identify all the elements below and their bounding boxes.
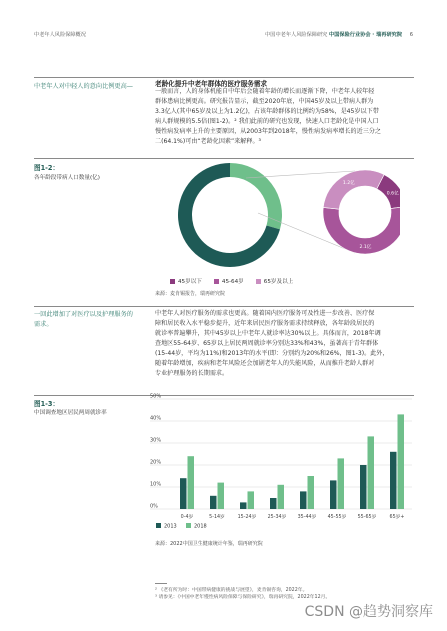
section-paragraph xyxy=(155,87,417,147)
figure-label: 图1-2： xyxy=(34,164,60,172)
legend-item: 65岁及以上 xyxy=(256,277,294,285)
y-tick-label: 0% xyxy=(150,503,158,510)
bar xyxy=(248,491,255,509)
y-tick-label: 20% xyxy=(150,459,162,466)
watermark: CSDN @趋势洞察库 xyxy=(304,604,433,620)
paragraph-line: 专业护理服务的长期需求。 xyxy=(155,370,229,377)
main-donut-labels xyxy=(198,197,231,238)
header-report-name: 中国中老年人风险保障研究 xyxy=(265,32,328,38)
bar-series xyxy=(180,414,404,509)
bar xyxy=(368,436,375,509)
x-tick-label: 25-34岁 xyxy=(267,515,287,520)
main-donut xyxy=(178,163,282,267)
donut-slice-label: 0.6亿 xyxy=(386,191,399,197)
paragraph-line: 3.3亿人(其中65岁及以上为1.2亿)，占该年龄群体的比例约为58%，是45岁以下带 xyxy=(155,108,379,115)
header-left: 中老年人风险保障概况 xyxy=(34,32,86,38)
bar-chart xyxy=(150,393,420,538)
figure-title: 各年龄段带病人口数量(亿) xyxy=(34,175,100,181)
sick-label: 带病人群 xyxy=(208,199,232,205)
section-title: 老龄化提升中老年群体的医疗服务需求 xyxy=(155,80,268,88)
paragraph-line: 二(64.1%)可由“老龄化因素”来解释。³ xyxy=(155,138,261,145)
x-tick-label: 65岁+ xyxy=(389,515,405,520)
healthy-label: 不带病人群 xyxy=(198,224,226,230)
donut-chart xyxy=(150,160,400,275)
side-note: 中老年人对中轻人的意向比例更高— xyxy=(34,83,133,90)
figure-legend xyxy=(170,277,293,285)
legend-swatch xyxy=(186,523,191,528)
legend-swatch xyxy=(156,523,161,528)
donut-slice-label: 2.1亿 xyxy=(359,244,372,250)
paragraph-line: 就诊率普遍攀升，其中45岁以上中老年人就诊率达30%以上。具体而言，2018年调 xyxy=(155,330,381,337)
bar xyxy=(188,456,195,509)
bar xyxy=(338,458,345,509)
bar xyxy=(210,496,217,509)
bar xyxy=(330,480,337,509)
legend-item: 45-64岁 xyxy=(214,277,244,285)
y-tick-label: 30% xyxy=(150,437,162,444)
x-axis-labels xyxy=(181,513,405,520)
legend-label: 2013 xyxy=(164,523,177,530)
paragraph-line: 一般而言，人的身体机能自中年后会随着年龄的增长而逐渐下降，中老年人较年轻 xyxy=(155,88,375,95)
footnote: ² 《老有所为时：中国带病健康的挑战与展望》，麦肯锡咨询，2022年。 xyxy=(155,588,308,593)
bar xyxy=(308,476,315,509)
footnote: ³ 请参见：《中国中老年慢性病风险保障与保险研究》，瑞再研究院，2022年12月。 xyxy=(155,595,331,600)
paragraph-line: (15-44岁，平均为11%)和2013年的水平(即：分别约为20%和26%，图1-3)。此外， xyxy=(155,350,389,357)
bar xyxy=(218,483,225,509)
x-tick-label: 55-65岁 xyxy=(357,515,377,520)
page-number: 6 xyxy=(409,32,413,38)
bar xyxy=(270,498,277,509)
y-tick-label: 40% xyxy=(150,415,162,422)
bar-legend xyxy=(156,523,207,530)
paragraph-line: 群体患病比例更高。研究报告显示，截至2020年底，中国45岁及以上带病人群为 xyxy=(155,98,374,105)
paragraph-line: 随着年龄增加，疾病和老年风险还会加剧老年人的失能风险，从而推升老龄人群对 xyxy=(155,360,375,367)
sick-value: (3.3亿) xyxy=(211,207,229,213)
breakdown-donut xyxy=(323,170,400,254)
paragraph-line: 慢性病发病率上升的主要原因，从2003年到2018年，慢性病发病率增长的近三分之 xyxy=(155,128,382,135)
bar xyxy=(180,478,187,509)
paragraph-line: 障和居民收入水平稳步提升，近年来居民医疗服务需求持续释放，各年龄段居民的 xyxy=(155,320,375,327)
footnotes xyxy=(155,587,330,601)
y-tick-label: 10% xyxy=(150,481,162,488)
x-tick-label: 15-24岁 xyxy=(237,515,257,520)
paragraph-line: 查地区55-64岁、65岁以上居民两周就诊率分别达33%和43%，虽著高于青年群体 xyxy=(155,340,379,347)
x-tick-label: 0-4岁 xyxy=(180,515,194,520)
section-divider xyxy=(34,306,414,307)
paragraph-line: 中老年人对医疗服务的需求也更高。随着国内医疗服务可及性进一步改善、医疗保 xyxy=(155,310,375,317)
figure-label: 图1-3： xyxy=(34,400,60,408)
legend-item: 45岁以下 xyxy=(170,277,202,285)
donut-slice-label: 1.2亿 xyxy=(342,181,355,187)
legend-swatch xyxy=(214,279,219,284)
side-note: 一回此增加了对医疗以及护理服务的 需求。 xyxy=(34,311,133,328)
figure-divider xyxy=(34,158,414,159)
x-tick-label: 5-14岁 xyxy=(209,515,225,520)
healthy-value: (7.9亿) xyxy=(203,232,221,238)
paragraph-line: 病人群规模的5.5倍(图1-2)。² 我们此前的研究也发现，快速人口老龄化是中国人口 xyxy=(155,118,379,125)
x-tick-label: 35-44岁 xyxy=(297,515,317,520)
bar xyxy=(398,414,405,509)
bar xyxy=(278,485,285,509)
legend-swatch xyxy=(256,279,261,284)
donut-slice xyxy=(323,170,384,209)
bar xyxy=(240,502,247,509)
legend-label: 2018 xyxy=(194,523,207,530)
x-tick-label: 45-55岁 xyxy=(327,515,347,520)
bar xyxy=(300,491,307,509)
header-publisher: 中国保险行业协会 · 瑞再研究院 xyxy=(329,32,403,38)
figure-source: 来源：2022中国卫生健康统计年鉴，瑞再研究院 xyxy=(155,541,263,547)
figure-title: 中国调查地区居民两周就诊率 xyxy=(34,410,107,416)
section-paragraph xyxy=(155,309,417,379)
bar xyxy=(390,452,397,509)
bar xyxy=(360,465,367,509)
legend-swatch xyxy=(170,279,175,284)
figure-source: 来源：麦肯锡报告，瑞再研究院 xyxy=(155,291,226,297)
header-right xyxy=(265,31,413,38)
footnote-divider xyxy=(155,583,167,584)
y-tick-label: 50% xyxy=(150,393,162,400)
